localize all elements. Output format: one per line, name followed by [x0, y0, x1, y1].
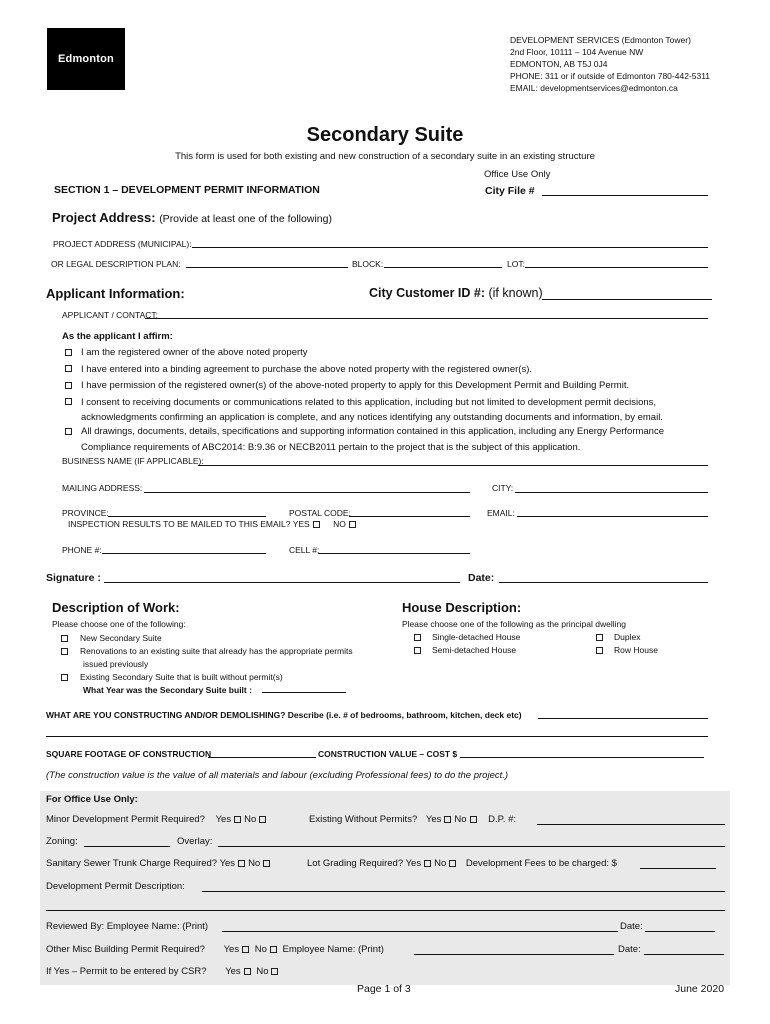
no-label: No: [244, 814, 257, 825]
dp-description-field-line2[interactable]: [46, 910, 725, 911]
signature-label: Signature :: [46, 572, 101, 584]
city-label: CITY:: [492, 483, 514, 493]
city-file-field[interactable]: [542, 195, 708, 196]
existing-without-row: [309, 814, 516, 825]
yes-label: Yes: [219, 858, 236, 869]
overlay-field[interactable]: [218, 846, 725, 847]
list-item: I am the registered owner of the above noted property: [62, 345, 664, 362]
checkbox[interactable]: [414, 634, 421, 641]
list-item-continuation: acknowledgments confirming an application is complete, and any notices identifying any outstanding documents and information, by email.: [81, 412, 663, 423]
no-checkbox[interactable]: [470, 816, 477, 823]
no-checkbox[interactable]: [271, 968, 278, 975]
year-built-label: What Year was the Secondary Suite built :: [83, 685, 252, 695]
no-label: No: [254, 944, 267, 955]
date-label: Date:: [468, 572, 495, 584]
yes-label: Yes: [405, 858, 422, 869]
plan-field[interactable]: [186, 267, 348, 268]
list-item-continuation: issued previously: [83, 659, 149, 669]
edmonton-logo: [47, 28, 125, 90]
customer-id-note: (if known): [488, 286, 543, 300]
page-subtitle: This form is used for both existing and new construction of a secondary suite in an existing structure: [175, 151, 595, 162]
address-line: PHONE: 311 or if outside of Edmonton 780-442-5311: [510, 71, 711, 81]
house-option: Row House: [593, 645, 658, 655]
municipal-label: PROJECT ADDRESS (MUNICIPAL):: [53, 239, 192, 249]
if-yes-label: If Yes – Permit to be entered by CSR?: [46, 966, 207, 977]
address-line: DEVELOPMENT SERVICES (Edmonton Tower): [510, 35, 691, 45]
house-option: Semi-detached House: [411, 645, 516, 655]
zoning-field[interactable]: [84, 846, 170, 847]
no-checkbox[interactable]: [263, 860, 270, 867]
no-label: No: [454, 814, 467, 825]
constructing-field-line2[interactable]: [46, 736, 708, 737]
yes-checkbox[interactable]: [238, 860, 245, 867]
dev-fees-label: Development Fees to be charged: $: [465, 858, 617, 869]
dev-fees-field[interactable]: [640, 868, 716, 869]
customer-id-field[interactable]: [542, 299, 712, 300]
block-label: BLOCK:: [352, 259, 384, 269]
year-built-field[interactable]: [262, 692, 346, 693]
address-line: 2nd Floor, 10111 – 104 Avenue NW: [510, 47, 644, 57]
house-heading: House Description:: [402, 600, 522, 615]
list-item: Existing Secondary Suite that is built without permit(s): [58, 671, 353, 684]
constructing-row: [46, 710, 522, 720]
value-label: CONSTRUCTION VALUE – COST $: [318, 749, 458, 759]
zoning-label: Zoning:: [46, 836, 78, 847]
yes-label: Yes: [425, 814, 442, 825]
customer-id-row: [369, 286, 543, 300]
yes-checkbox[interactable]: [313, 521, 320, 528]
lot-label: LOT:: [507, 259, 525, 269]
house-option: Single-detached House: [411, 632, 520, 642]
checkbox[interactable]: [65, 398, 72, 405]
no-checkbox[interactable]: [349, 521, 356, 528]
mailing-field[interactable]: [144, 492, 470, 493]
project-address-note: (Provide at least one of the following): [159, 213, 332, 225]
other-misc-label: Other Misc Building Permit Required?: [46, 944, 205, 955]
work-instruction: Please choose one of the following:: [52, 619, 186, 629]
block-field[interactable]: [384, 267, 502, 268]
list-item: All drawings, documents, details, specifications and supporting information contained in this application, including any Energy Performance: [62, 424, 664, 441]
mailing-label: MAILING ADDRESS:: [62, 483, 143, 493]
other-misc-row: [46, 944, 384, 955]
value-note: (The construction value is the value of all materials and labour (excluding Professional fees) to do the project.): [46, 770, 509, 781]
checkbox[interactable]: [65, 365, 72, 372]
address-line: EDMONTON, AB T5J 0J4: [510, 59, 608, 69]
other-date-label: Date:: [618, 944, 641, 955]
no-checkbox[interactable]: [259, 816, 266, 823]
address-block: [510, 34, 710, 94]
yes-checkbox[interactable]: [444, 816, 451, 823]
contact-field[interactable]: [145, 318, 708, 319]
address-line: EMAIL: developmentservices@edmonton.ca: [510, 83, 678, 93]
lot-grading-row: [307, 858, 617, 869]
inspection-row: [68, 519, 359, 529]
city-file-label: City File #: [485, 185, 535, 197]
no-label: NO: [333, 519, 346, 529]
no-checkbox[interactable]: [449, 860, 456, 867]
phone-label: PHONE #:: [62, 545, 102, 555]
checkbox[interactable]: [596, 634, 603, 641]
cell-label: CELL #:: [289, 545, 320, 555]
office-heading: For Office Use Only:: [46, 794, 138, 805]
constructing-field[interactable]: [538, 718, 708, 719]
value-field[interactable]: [460, 757, 704, 758]
list-item-continuation: Compliance requirements of ABC2014: B:9.36 or NECB2011 pertain to the project that is the subject of this application.: [81, 441, 581, 453]
project-address-heading-row: [52, 210, 332, 225]
work-heading: Description of Work:: [52, 600, 180, 615]
house-instruction: Please choose one of the following as the principal dwelling: [402, 619, 626, 629]
no-label: No: [256, 966, 269, 977]
checkbox[interactable]: [65, 349, 72, 356]
checkbox[interactable]: [61, 635, 68, 642]
office-use-only-label: Office Use Only: [484, 169, 551, 180]
affirm-list: [62, 345, 664, 454]
dp-number-label: D.P. #:: [488, 814, 516, 825]
sqft-field[interactable]: [208, 757, 316, 758]
employee-name-label: Employee Name: (Print): [282, 944, 384, 955]
no-checkbox[interactable]: [270, 946, 277, 953]
page-number: Page 1 of 3: [357, 983, 411, 995]
customer-id-label: City Customer ID #:: [369, 286, 485, 300]
yes-label: YES: [292, 519, 310, 529]
minor-dp-label: Minor Development Permit Required?: [46, 814, 205, 825]
email-label: EMAIL:: [487, 508, 515, 518]
checkbox[interactable]: [65, 382, 72, 389]
footer-date: June 2020: [675, 983, 725, 995]
logo-text: Edmonton: [58, 53, 114, 65]
dp-number-field[interactable]: [537, 824, 725, 825]
dp-description-label: Development Permit Description:: [46, 881, 185, 892]
yes-label: Yes: [223, 944, 240, 955]
applicant-heading: Applicant Information:: [46, 286, 185, 301]
other-date-field[interactable]: [644, 954, 724, 955]
date-field[interactable]: [499, 582, 708, 583]
checkbox[interactable]: [596, 647, 603, 654]
province-field[interactable]: [108, 516, 266, 517]
house-option: Duplex: [593, 632, 640, 642]
yes-label: Yes: [215, 814, 232, 825]
section1-title: SECTION 1 – DEVELOPMENT PERMIT INFORMATION: [54, 184, 320, 196]
checkbox[interactable]: [414, 647, 421, 654]
province-label: PROVINCE:: [62, 508, 109, 518]
yes-checkbox[interactable]: [242, 946, 249, 953]
city-field[interactable]: [515, 492, 708, 493]
reviewed-by-field[interactable]: [222, 931, 618, 932]
list-item: I have entered into a binding agreement to purchase the above noted property with the registered owner(s).: [62, 362, 664, 379]
list-item: New Secondary Suite: [58, 632, 353, 645]
if-yes-row: [46, 966, 281, 977]
lot-field[interactable]: [525, 267, 708, 268]
checkbox[interactable]: [61, 648, 68, 655]
no-label: No: [434, 858, 447, 869]
yes-label: Yes: [225, 966, 241, 977]
constructing-note: Describe (i.e. # of bedrooms, bathroom, kitchen, deck etc): [287, 710, 522, 720]
existing-without-label: Existing Without Permits?: [309, 814, 418, 825]
no-label: No: [248, 858, 261, 869]
legal-plan-label: OR LEGAL DESCRIPTION PLAN:: [51, 259, 181, 269]
sanitary-row: [46, 858, 273, 869]
project-address-heading: Project Address:: [52, 210, 156, 225]
sqft-label: SQUARE FOOTAGE OF CONSTRUCTION: [46, 749, 212, 759]
page-title: Secondary Suite: [306, 124, 464, 146]
postal-label: POSTAL CODE:: [289, 508, 351, 518]
cell-field[interactable]: [318, 553, 470, 554]
lot-grading-label: Lot Grading Required?: [307, 858, 404, 869]
signature-field[interactable]: [104, 582, 460, 583]
postal-field[interactable]: [349, 516, 470, 517]
email-field[interactable]: [517, 516, 708, 517]
dp-description-field[interactable]: [202, 891, 725, 892]
minor-dp-row: [46, 814, 269, 825]
list-item: I have permission of the registered owner(s) of the above-noted property to apply for this Development Permit and Building Permit.: [62, 378, 664, 395]
sanitary-label: Sanitary Sewer Trunk Charge Required?: [46, 858, 218, 869]
list-item: I consent to receiving documents or communications related to this application, including but not limited to development permit decisions,: [62, 395, 664, 412]
municipal-address-field[interactable]: [192, 247, 708, 248]
yes-checkbox[interactable]: [424, 860, 431, 867]
reviewed-date-label: Date:: [620, 921, 643, 932]
overlay-label: Overlay:: [177, 836, 213, 847]
employee-name-field[interactable]: [414, 954, 614, 955]
yes-checkbox[interactable]: [234, 816, 241, 823]
contact-label: APPLICANT / CONTACT:: [62, 310, 159, 320]
reviewed-by-label: Reviewed By: Employee Name: (Print): [46, 921, 209, 932]
business-label: BUSINESS NAME (IF APPLICABLE):: [62, 456, 204, 466]
checkbox[interactable]: [61, 674, 68, 681]
phone-field[interactable]: [102, 553, 266, 554]
yes-checkbox[interactable]: [244, 968, 251, 975]
constructing-label: WHAT ARE YOU CONSTRUCTING AND/OR DEMOLISHING?: [46, 710, 286, 720]
inspection-label: INSPECTION RESULTS TO BE MAILED TO THIS EMAIL?: [68, 519, 291, 529]
checkbox[interactable]: [65, 428, 72, 435]
affirm-heading: As the applicant I affirm:: [62, 331, 173, 342]
work-list: [58, 632, 353, 697]
list-item: Renovations to an existing suite that already has the appropriate permits: [58, 645, 353, 658]
business-field[interactable]: [198, 465, 708, 466]
reviewed-date-field[interactable]: [645, 931, 715, 932]
